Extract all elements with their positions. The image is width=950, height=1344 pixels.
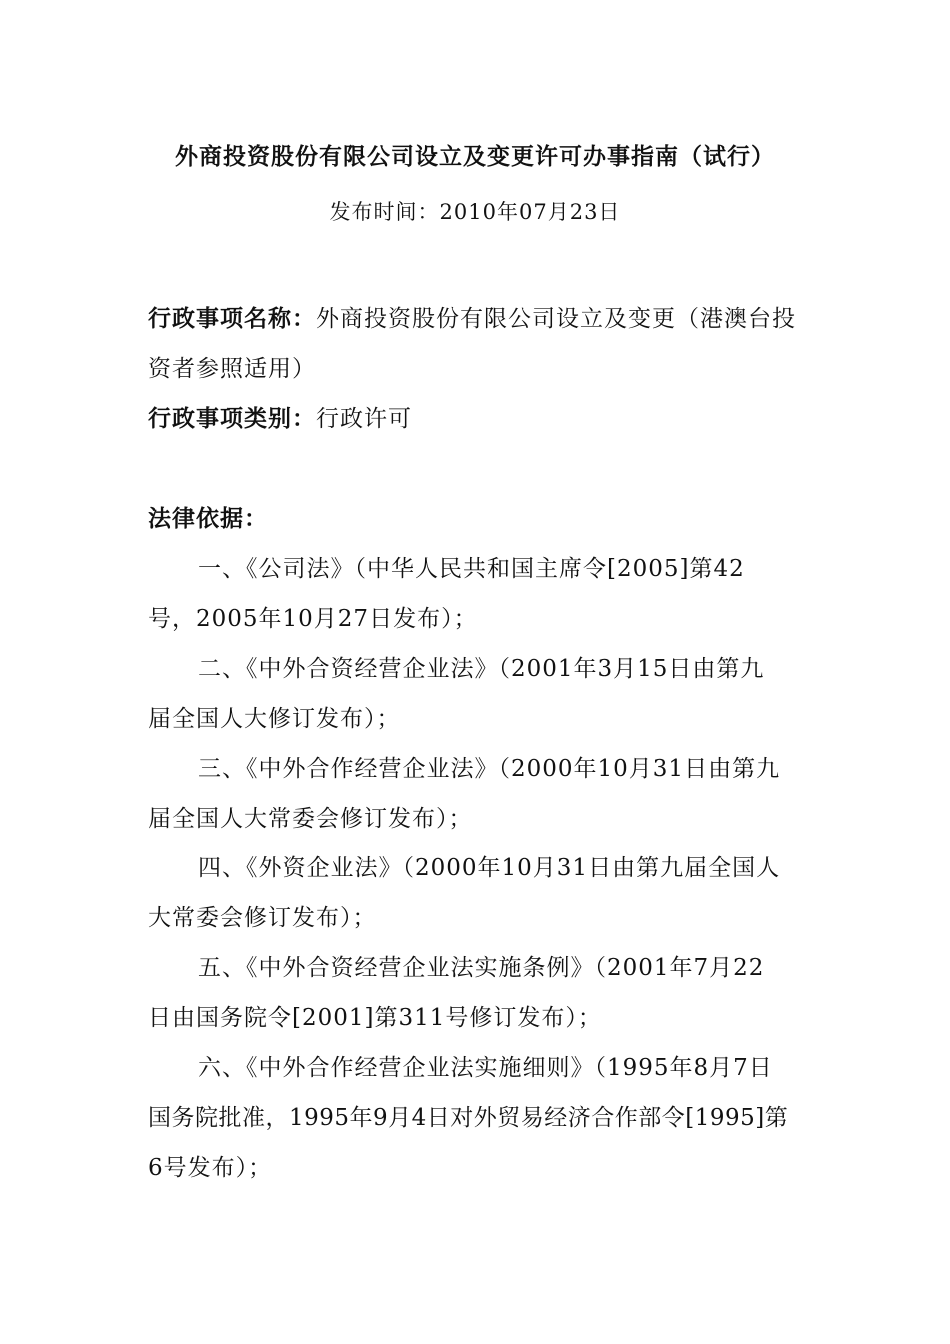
law-item-4-line2: 大常委会修订发布）； (148, 905, 377, 931)
law-item-5-line1: 五、《中外合资经营企业法实施条例》（2001年7月22 (198, 955, 765, 981)
item-name-label: 行政事项名称： (148, 305, 316, 332)
law-item-6-line2: 国务院批准，1995年9月4日对外贸易经济合作部令[1995]第 (148, 1105, 789, 1131)
law-item-1-line2: 号，2005年10月27日发布）； (148, 606, 478, 632)
law-item-6-line1: 六、《中外合作经营企业法实施细则》（1995年8月7日 (198, 1055, 773, 1081)
law-item-2-line2: 届全国人大修订发布）； (148, 706, 401, 732)
law-item-5-line2: 日由国务院令[2001]第311号修订发布）； (148, 1005, 602, 1031)
item-name-line (148, 304, 796, 334)
law-item-6-line3: 6号发布）； (148, 1155, 273, 1181)
item-name-value-continued: 资者参照适用） (148, 356, 316, 382)
legal-basis-heading: 法律依据： (148, 505, 268, 532)
law-item-4-line1: 四、《外资企业法》（2000年10月31日由第九届全国人 (198, 855, 781, 881)
item-type-line (148, 404, 412, 434)
document-title: 外商投资股份有限公司设立及变更许可办事指南（试行） (175, 143, 775, 170)
item-type-label: 行政事项类别： (148, 405, 316, 432)
law-item-1-line1: 一、《公司法》（中华人民共和国主席令[2005]第42 (198, 556, 745, 582)
publish-date: 发布时间：2010年07月23日 (329, 200, 621, 224)
item-type-value: 行政许可 (316, 406, 412, 432)
law-item-3-line2: 届全国人大常委会修订发布）； (148, 806, 473, 832)
item-name-value: 外商投资股份有限公司设立及变更（港澳台投 (316, 306, 796, 332)
law-item-3-line1: 三、《中外合作经营企业法》（2000年10月31日由第九 (198, 756, 781, 782)
law-item-2-line1: 二、《中外合资经营企业法》（2001年3月15日由第九 (198, 656, 765, 682)
